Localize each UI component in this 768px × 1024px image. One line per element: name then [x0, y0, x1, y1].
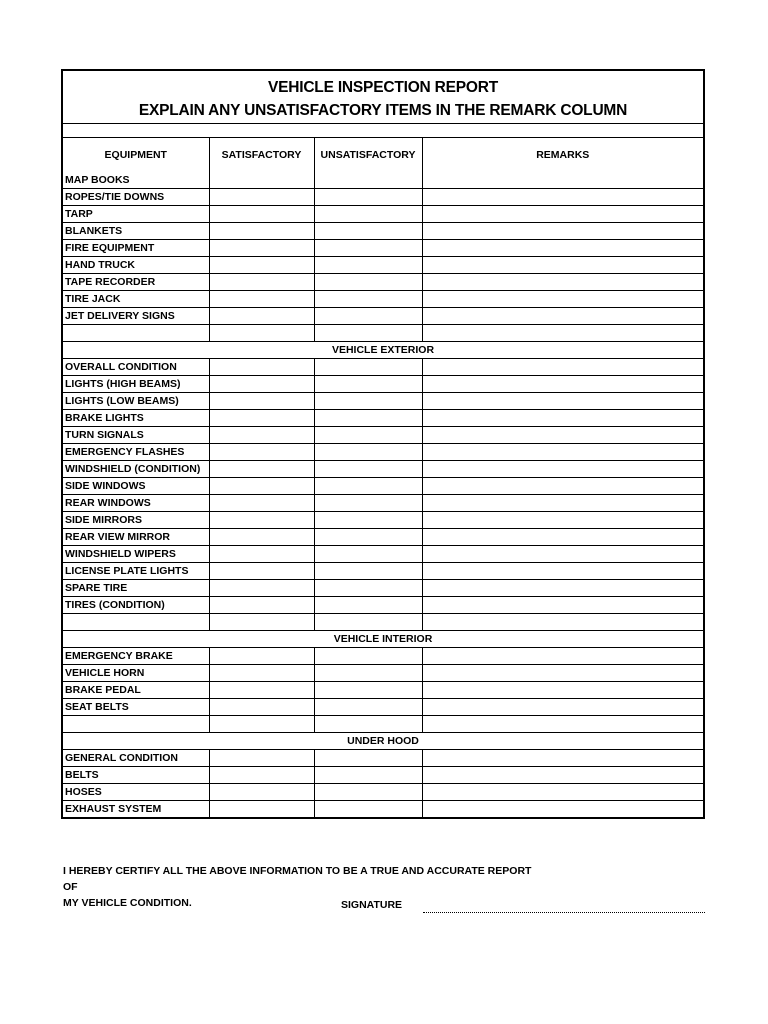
remarks-cell[interactable]	[422, 376, 703, 393]
equipment-cell: EXHAUST SYSTEM	[63, 801, 209, 818]
equipment-cell	[63, 614, 209, 631]
table-row	[63, 427, 703, 444]
equipment-cell: LICENSE PLATE LIGHTS	[63, 563, 209, 580]
table-row	[63, 784, 703, 801]
equipment-cell: WINDSHIELD WIPERS	[63, 546, 209, 563]
unsatisfactory-cell[interactable]	[314, 784, 422, 801]
remarks-cell[interactable]	[422, 665, 703, 682]
equipment-cell: EMERGENCY FLASHES	[63, 444, 209, 461]
table-row	[63, 699, 703, 716]
remarks-cell[interactable]	[422, 495, 703, 512]
table-row	[63, 495, 703, 512]
table-row	[63, 529, 703, 546]
equipment-cell: HOSES	[63, 784, 209, 801]
satisfactory-cell[interactable]	[209, 461, 314, 478]
satisfactory-cell[interactable]	[209, 597, 314, 614]
unsatisfactory-cell[interactable]	[314, 291, 422, 308]
signature-label: SIGNATURE	[341, 899, 403, 911]
remarks-cell[interactable]	[422, 274, 703, 291]
report-instructions: EXPLAIN ANY UNSATISFACTORY ITEMS IN THE REMARK COLUMN	[138, 102, 628, 119]
table-row	[63, 189, 703, 206]
table-body	[63, 172, 703, 817]
unsatisfactory-cell[interactable]	[314, 682, 422, 699]
unsatisfactory-cell[interactable]	[314, 308, 422, 325]
table-row	[63, 648, 703, 665]
unsatisfactory-cell[interactable]	[314, 801, 422, 818]
satisfactory-cell[interactable]	[209, 444, 314, 461]
remarks-cell[interactable]	[422, 461, 703, 478]
equipment-cell: ROPES/TIE DOWNS	[63, 189, 209, 206]
equipment-cell: TIRES (CONDITION)	[63, 597, 209, 614]
remarks-cell[interactable]	[422, 427, 703, 444]
satisfactory-cell[interactable]	[209, 376, 314, 393]
remarks-cell[interactable]	[422, 563, 703, 580]
section-header: VEHICLE EXTERIOR	[63, 342, 703, 359]
remarks-cell[interactable]	[422, 597, 703, 614]
remarks-cell[interactable]	[422, 240, 703, 257]
unsatisfactory-cell[interactable]	[314, 189, 422, 206]
equipment-cell: TARP	[63, 206, 209, 223]
unsatisfactory-cell[interactable]	[314, 223, 422, 240]
equipment-cell	[63, 716, 209, 733]
column-header-equipment: EQUIPMENT	[63, 138, 209, 172]
unsatisfactory-cell[interactable]	[314, 716, 422, 733]
table-row	[63, 206, 703, 223]
unsatisfactory-cell[interactable]	[314, 495, 422, 512]
satisfactory-cell[interactable]	[209, 750, 314, 767]
satisfactory-cell[interactable]	[209, 648, 314, 665]
table-row	[63, 359, 703, 376]
remarks-cell[interactable]	[422, 801, 703, 818]
table-row	[63, 546, 703, 563]
equipment-cell: OVERALL CONDITION	[63, 359, 209, 376]
satisfactory-cell[interactable]	[209, 665, 314, 682]
table-row	[63, 393, 703, 410]
section-header: VEHICLE INTERIOR	[63, 631, 703, 648]
table-row	[63, 512, 703, 529]
satisfactory-cell[interactable]	[209, 257, 314, 274]
unsatisfactory-cell[interactable]	[314, 648, 422, 665]
remarks-cell[interactable]	[422, 648, 703, 665]
unsatisfactory-cell[interactable]	[314, 427, 422, 444]
table-row	[63, 580, 703, 597]
unsatisfactory-cell[interactable]	[314, 444, 422, 461]
satisfactory-cell[interactable]	[209, 801, 314, 818]
table-row	[63, 461, 703, 478]
satisfactory-cell[interactable]	[209, 223, 314, 240]
remarks-cell[interactable]	[422, 716, 703, 733]
section-header-row	[63, 631, 703, 648]
table-row	[63, 376, 703, 393]
table-row	[63, 597, 703, 614]
table-row	[63, 682, 703, 699]
unsatisfactory-cell[interactable]	[314, 240, 422, 257]
certification-statement	[63, 863, 543, 911]
table-row	[63, 801, 703, 818]
unsatisfactory-cell[interactable]	[314, 274, 422, 291]
remarks-cell[interactable]	[422, 750, 703, 767]
unsatisfactory-cell[interactable]	[314, 614, 422, 631]
equipment-cell: SEAT BELTS	[63, 699, 209, 716]
remarks-cell[interactable]	[422, 529, 703, 546]
satisfactory-cell[interactable]	[209, 240, 314, 257]
remarks-cell[interactable]	[422, 257, 703, 274]
equipment-cell: REAR WINDOWS	[63, 495, 209, 512]
equipment-cell: REAR VIEW MIRROR	[63, 529, 209, 546]
equipment-cell: WINDSHIELD (CONDITION)	[63, 461, 209, 478]
remarks-cell[interactable]	[422, 682, 703, 699]
remarks-cell[interactable]	[422, 767, 703, 784]
table-row	[63, 325, 703, 342]
satisfactory-cell[interactable]	[209, 699, 314, 716]
equipment-cell: HAND TRUCK	[63, 257, 209, 274]
unsatisfactory-cell[interactable]	[314, 376, 422, 393]
satisfactory-cell[interactable]	[209, 580, 314, 597]
column-header-satisfactory: SATISFACTORY	[209, 138, 314, 172]
unsatisfactory-cell[interactable]	[314, 325, 422, 342]
unsatisfactory-cell[interactable]	[314, 563, 422, 580]
satisfactory-cell[interactable]	[209, 274, 314, 291]
table-row	[63, 750, 703, 767]
unsatisfactory-cell[interactable]	[314, 257, 422, 274]
equipment-cell: SIDE WINDOWS	[63, 478, 209, 495]
unsatisfactory-cell[interactable]	[314, 665, 422, 682]
satisfactory-cell[interactable]	[209, 546, 314, 563]
remarks-cell[interactable]	[422, 223, 703, 240]
table-row	[63, 274, 703, 291]
remarks-cell[interactable]	[422, 172, 703, 189]
satisfactory-cell[interactable]	[209, 393, 314, 410]
equipment-cell	[63, 325, 209, 342]
satisfactory-cell[interactable]	[209, 529, 314, 546]
column-header-unsatisfactory: UNSATISFACTORY	[314, 138, 422, 172]
table-row	[63, 308, 703, 325]
table-row	[63, 614, 703, 631]
equipment-cell: MAP BOOKS	[63, 172, 209, 189]
inspection-report-form	[61, 69, 705, 819]
equipment-cell: GENERAL CONDITION	[63, 750, 209, 767]
satisfactory-cell[interactable]	[209, 189, 314, 206]
table-row	[63, 257, 703, 274]
unsatisfactory-cell[interactable]	[314, 172, 422, 189]
equipment-cell: VEHICLE HORN	[63, 665, 209, 682]
table-row	[63, 563, 703, 580]
satisfactory-cell[interactable]	[209, 291, 314, 308]
equipment-cell: LIGHTS (HIGH BEAMS)	[63, 376, 209, 393]
satisfactory-cell[interactable]	[209, 682, 314, 699]
satisfactory-cell[interactable]	[209, 325, 314, 342]
remarks-cell[interactable]	[422, 512, 703, 529]
equipment-cell: BRAKE LIGHTS	[63, 410, 209, 427]
section-header-row	[63, 733, 703, 750]
satisfactory-cell[interactable]	[209, 206, 314, 223]
satisfactory-cell[interactable]	[209, 410, 314, 427]
remarks-cell[interactable]	[422, 444, 703, 461]
table-row	[63, 223, 703, 240]
equipment-cell: SPARE TIRE	[63, 580, 209, 597]
satisfactory-cell[interactable]	[209, 495, 314, 512]
satisfactory-cell[interactable]	[209, 172, 314, 189]
satisfactory-cell[interactable]	[209, 359, 314, 376]
unsatisfactory-cell[interactable]	[314, 597, 422, 614]
satisfactory-cell[interactable]	[209, 427, 314, 444]
unsatisfactory-cell[interactable]	[314, 359, 422, 376]
certification-line-1: I HEREBY CERTIFY ALL THE ABOVE INFORMATION TO BE A TRUE AND ACCURATE REPORT OF	[63, 865, 532, 893]
equipment-cell: LIGHTS (LOW BEAMS)	[63, 393, 209, 410]
table-row	[63, 240, 703, 257]
remarks-cell[interactable]	[422, 614, 703, 631]
remarks-cell[interactable]	[422, 699, 703, 716]
equipment-cell: BELTS	[63, 767, 209, 784]
remarks-cell[interactable]	[422, 546, 703, 563]
remarks-cell[interactable]	[422, 206, 703, 223]
equipment-cell: EMERGENCY BRAKE	[63, 648, 209, 665]
equipment-cell: SIDE MIRRORS	[63, 512, 209, 529]
remarks-cell[interactable]	[422, 393, 703, 410]
table-row	[63, 478, 703, 495]
equipment-cell: BRAKE PEDAL	[63, 682, 209, 699]
unsatisfactory-cell[interactable]	[314, 393, 422, 410]
equipment-cell: TIRE JACK	[63, 291, 209, 308]
blank-spacer-row	[63, 124, 703, 138]
report-title-block	[63, 71, 703, 124]
satisfactory-cell[interactable]	[209, 716, 314, 733]
certification-line-2: MY VEHICLE CONDITION.	[63, 897, 192, 909]
satisfactory-cell[interactable]	[209, 784, 314, 801]
report-title: VEHICLE INSPECTION REPORT	[267, 79, 499, 96]
equipment-cell: TURN SIGNALS	[63, 427, 209, 444]
table-row	[63, 767, 703, 784]
unsatisfactory-cell[interactable]	[314, 410, 422, 427]
table-row	[63, 410, 703, 427]
unsatisfactory-cell[interactable]	[314, 580, 422, 597]
satisfactory-cell[interactable]	[209, 767, 314, 784]
unsatisfactory-cell[interactable]	[314, 767, 422, 784]
equipment-cell: FIRE EQUIPMENT	[63, 240, 209, 257]
signature-line[interactable]	[423, 912, 705, 913]
table-row	[63, 444, 703, 461]
remarks-cell[interactable]	[422, 410, 703, 427]
satisfactory-cell[interactable]	[209, 512, 314, 529]
table-header-row	[63, 138, 703, 172]
remarks-cell[interactable]	[422, 291, 703, 308]
section-header: UNDER HOOD	[63, 733, 703, 750]
inspection-table	[63, 138, 703, 817]
satisfactory-cell[interactable]	[209, 563, 314, 580]
satisfactory-cell[interactable]	[209, 308, 314, 325]
unsatisfactory-cell[interactable]	[314, 478, 422, 495]
unsatisfactory-cell[interactable]	[314, 206, 422, 223]
unsatisfactory-cell[interactable]	[314, 512, 422, 529]
remarks-cell[interactable]	[422, 580, 703, 597]
table-row	[63, 172, 703, 189]
remarks-cell[interactable]	[422, 308, 703, 325]
section-header-row	[63, 342, 703, 359]
remarks-cell[interactable]	[422, 325, 703, 342]
satisfactory-cell[interactable]	[209, 478, 314, 495]
unsatisfactory-cell[interactable]	[314, 699, 422, 716]
column-header-remarks: REMARKS	[422, 138, 703, 172]
remarks-cell[interactable]	[422, 359, 703, 376]
table-row	[63, 291, 703, 308]
remarks-cell[interactable]	[422, 784, 703, 801]
unsatisfactory-cell[interactable]	[314, 461, 422, 478]
satisfactory-cell[interactable]	[209, 614, 314, 631]
unsatisfactory-cell[interactable]	[314, 546, 422, 563]
equipment-cell: JET DELIVERY SIGNS	[63, 308, 209, 325]
table-row	[63, 665, 703, 682]
unsatisfactory-cell[interactable]	[314, 750, 422, 767]
table-row	[63, 716, 703, 733]
remarks-cell[interactable]	[422, 478, 703, 495]
equipment-cell: BLANKETS	[63, 223, 209, 240]
equipment-cell: TAPE RECORDER	[63, 274, 209, 291]
unsatisfactory-cell[interactable]	[314, 529, 422, 546]
remarks-cell[interactable]	[422, 189, 703, 206]
